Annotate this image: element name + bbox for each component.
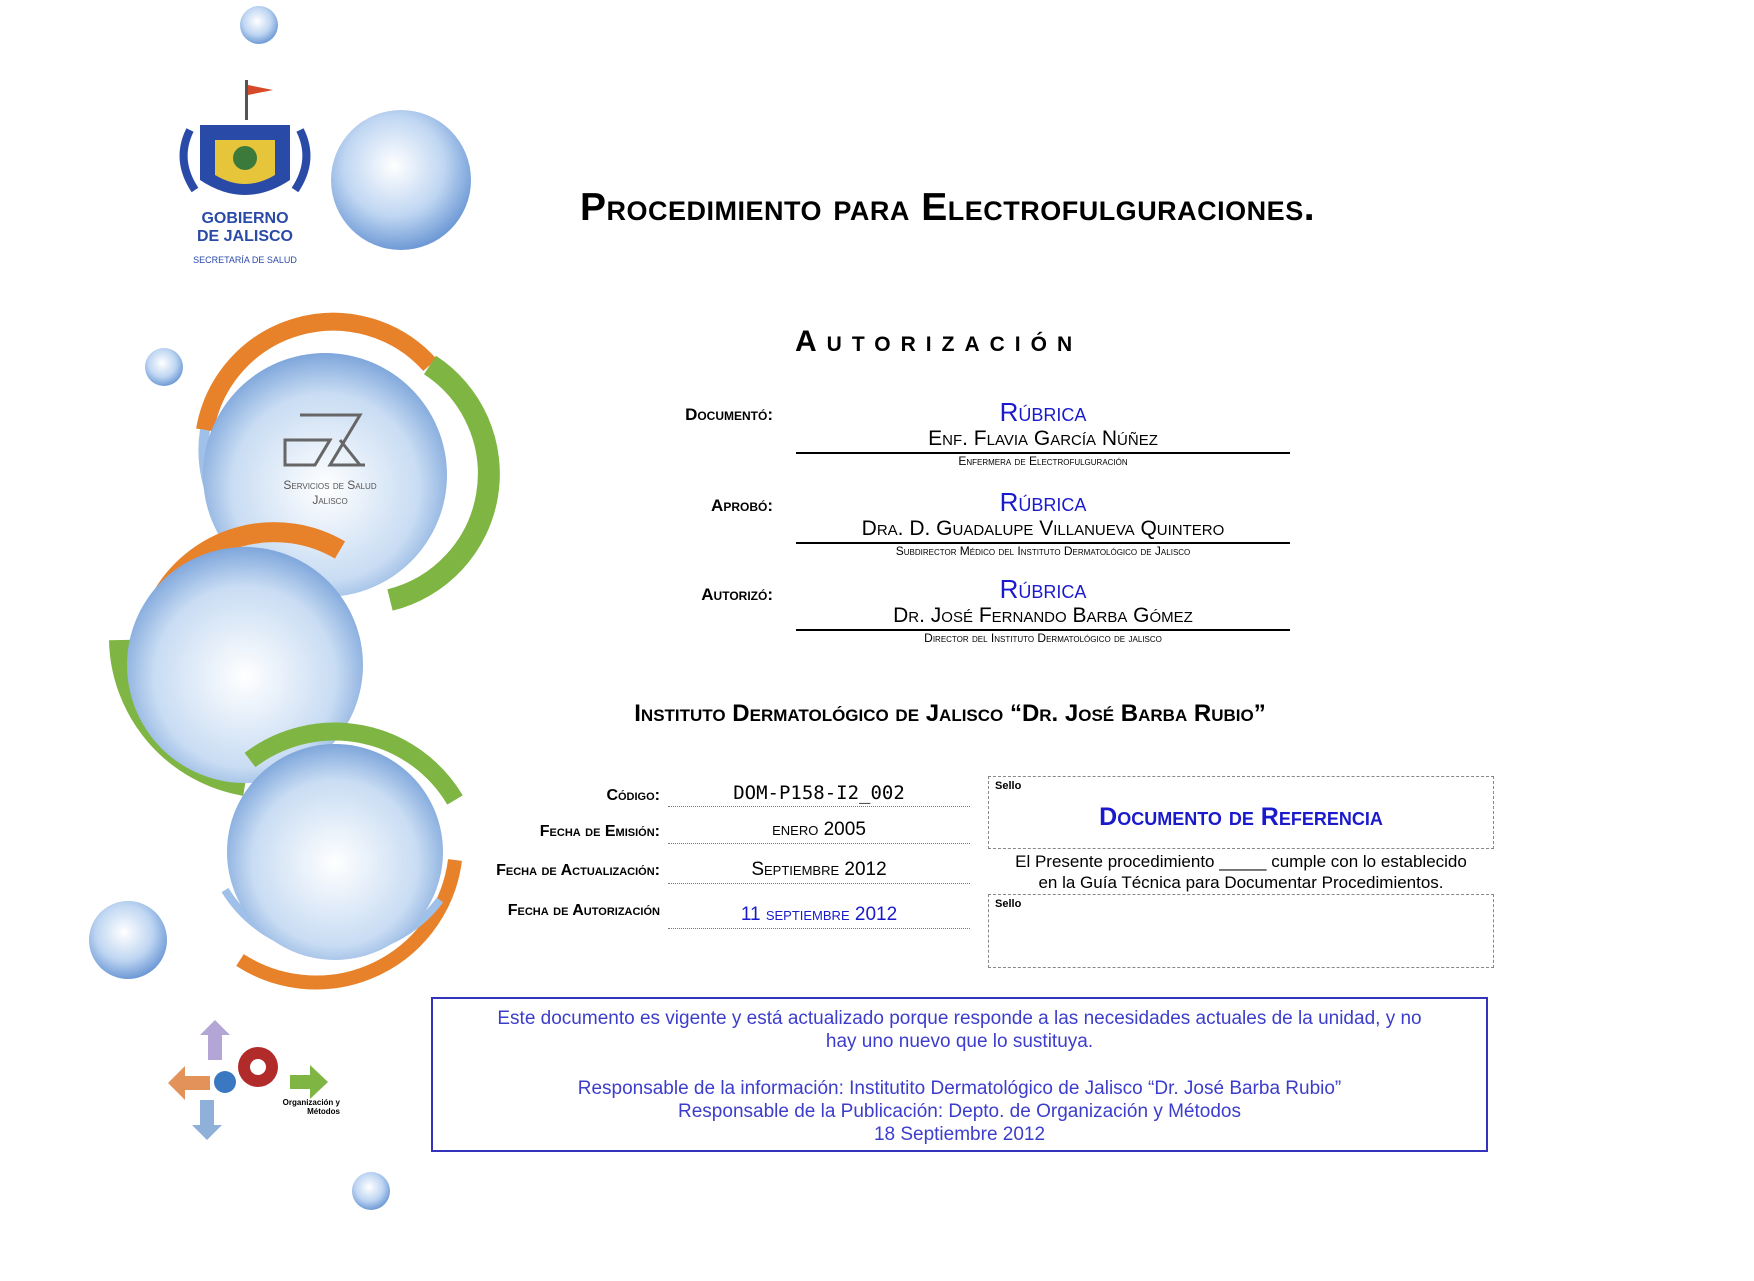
signature-block-autorizo (796, 574, 1290, 646)
servicios-logo-text-2: Jalisco (312, 493, 348, 507)
signer-position: Subdirector Médico del Instituto Dermatológico de Jalisco (895, 544, 1191, 558)
codigo-value: DOM-P158-I2_002 (668, 782, 970, 807)
compliance-text-1: El Presente procedimiento _____ cumple con lo establecido (1015, 852, 1467, 871)
aprobo-label: Aprobó: (711, 496, 773, 515)
gobierno-logo-text-1: GOBIERNO (201, 210, 289, 227)
organizacion-logo-text-2: Métodos (307, 1107, 340, 1116)
notice-line-1: Este documento es vigente y está actualizado porque responde a las necesidades actuales de la unidad, y no (497, 1008, 1422, 1029)
compliance-text-2: en la Guía Técnica para Documentar Procedimientos. (1038, 873, 1444, 892)
bubble-decoration (89, 901, 167, 979)
sello-stamp-box (988, 894, 1494, 968)
organizacion-logo-text-1: Organización y (282, 1098, 340, 1107)
codigo-label: Código: (606, 787, 660, 804)
signature-rubrica: Rúbrica (999, 397, 1087, 427)
signer-name: Dra. D. Guadalupe Villanueva Quintero (796, 517, 1290, 544)
jalisco-crest (184, 80, 307, 195)
autorizacion-value: 11 septiembre 2012 (668, 904, 970, 929)
gobierno-logo-text-2: DE JALISCO (196, 228, 293, 245)
authorization-heading: Autorización (795, 325, 1083, 358)
signer-name: Dr. José Fernando Barba Gómez (796, 604, 1290, 631)
reference-stamp-box (988, 776, 1494, 849)
notice-line-4: Responsable de la Publicación: Depto. de Organización y Métodos (678, 1101, 1241, 1122)
autorizacion-label: Fecha de Autorización (507, 902, 660, 919)
signature-block-aprobo (796, 487, 1290, 559)
document-title: Procedimiento para Electrofulguraciones. (580, 186, 1316, 229)
reference-text: Documento de Referencia (1099, 803, 1383, 831)
actualizacion-label: Fecha de Actualización: (496, 862, 660, 879)
circle-decoration (227, 744, 443, 960)
signer-position: Director del Instituto Dermatológico de jalisco (924, 631, 1162, 645)
signer-position: Enfermera de Electrofulguración (958, 454, 1128, 468)
bubble-decoration (240, 6, 278, 44)
emision-label: Fecha de Emisión: (539, 823, 660, 840)
vigency-notice (431, 997, 1488, 1152)
notice-line-2: hay uno nuevo que lo sustituya. (825, 1031, 1094, 1052)
institute-name: Instituto Dermatológico de Jalisco “Dr. José Barba Rubio” (634, 700, 1266, 727)
signature-block-documento (796, 397, 1290, 469)
signer-name: Enf. Flavia García Núñez (796, 427, 1290, 454)
organizacion-metodos-logo (168, 1020, 328, 1140)
autorizo-label: Autorizó: (701, 585, 773, 604)
notice-line-3: Responsable de la información: Institutito Dermatológico de Jalisco “Dr. José Barba Rubio” (577, 1078, 1342, 1099)
signature-rubrica: Rúbrica (999, 487, 1087, 517)
notice-line-5: 18 Septiembre 2012 (873, 1124, 1046, 1145)
documento-label: Documentó: (685, 405, 773, 424)
actualizacion-value: Septiembre 2012 (668, 859, 970, 884)
signature-rubrica: Rúbrica (999, 574, 1087, 604)
secretaria-logo-text: SECRETARÍA DE SALUD (193, 255, 297, 265)
bubble-decoration (352, 1172, 390, 1210)
bubble-decoration (331, 110, 471, 250)
sello-label: Sello (995, 780, 1022, 792)
sello-label: Sello (995, 898, 1022, 910)
emision-value: enero 2005 (668, 819, 970, 844)
bubble-decoration (145, 348, 183, 386)
servicios-logo-text-1: Servicios de Salud (283, 478, 377, 492)
